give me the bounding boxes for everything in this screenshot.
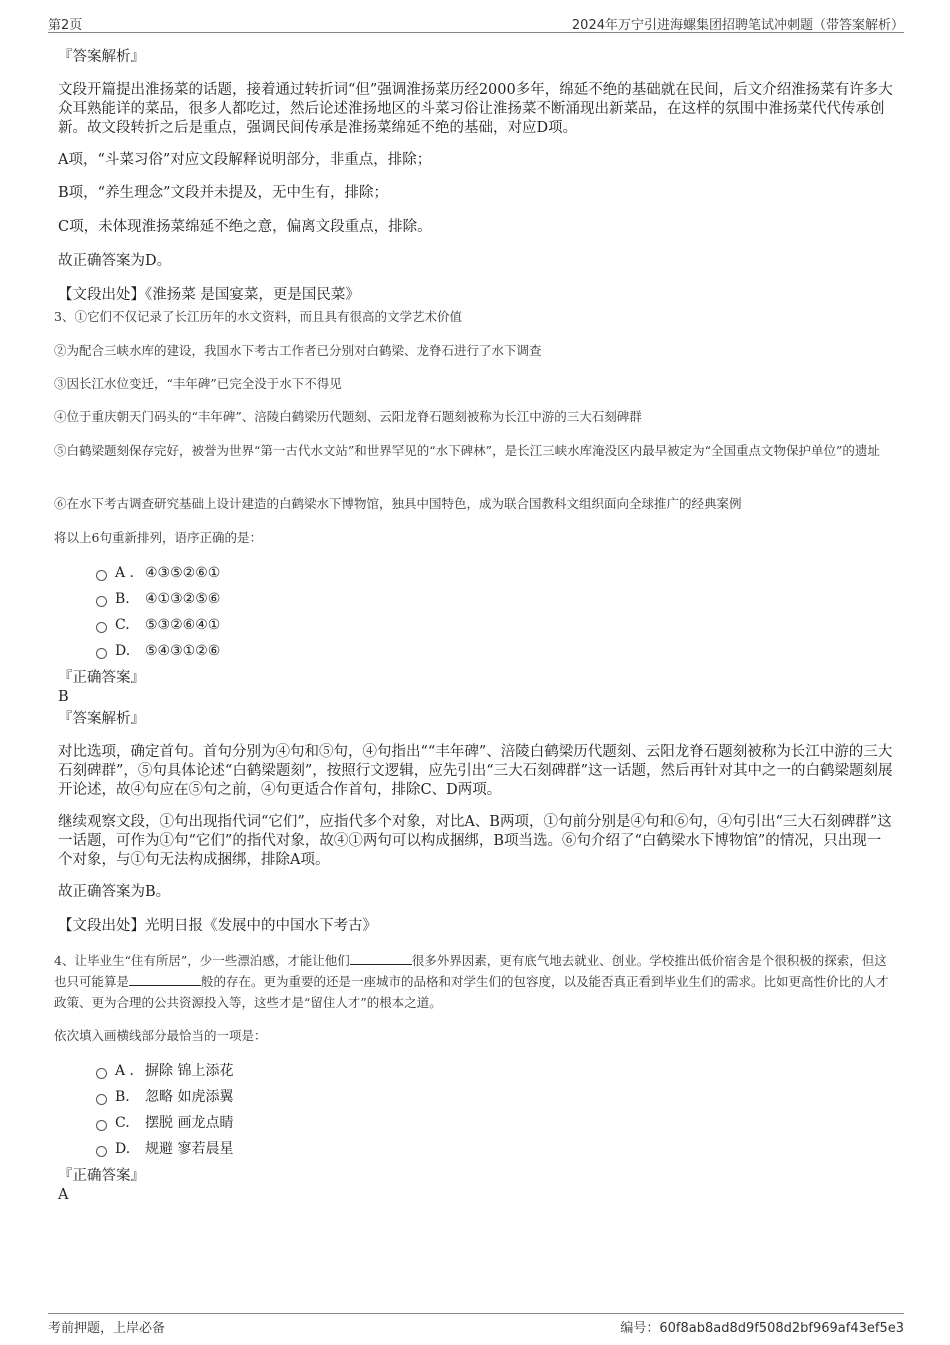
analysis-paragraph: 文段开篇提出淮扬菜的话题，接着通过转折词“但”强调淮扬菜历经2000多年，绵延不绝的基础就在民间，后文介绍淮扬菜有许多大众耳熟能详的菜品，很多人都吃过，然后论述淮扬地区的斗菜习俗让淮扬菜不断涌现出新菜品，在这样的氛围中淮扬菜代代传承创新。故文段转折之后是重点，强调民间传承是淮扬菜绵延不绝的基础，对应D项。: [58, 82, 893, 136]
radio-icon[interactable]: [96, 570, 107, 581]
radio-icon[interactable]: [96, 648, 107, 659]
correct-answer: B: [58, 689, 69, 705]
analysis-conclusion: 故正确答案为D。: [58, 253, 172, 269]
page-header: [48, 12, 904, 33]
option-b[interactable]: B. 忽略 如虎添翼: [96, 1087, 233, 1107]
question-stem: 4、让毕业生“住有所居”，少一些漂泊感，才能让他们 很多外界因素，更有底气地去就业、创业。学校推出低价宿舍是个很积极的探索，但这也只可能算是 般的存在。更为重要的还是一座城市的品格和对学生们的包容度，以及能否真正看到毕业生们的需求。比如更高性价比的人才政策、更为合理的公共资源投入等，这些才是“留住人才”的根本之道。: [54, 953, 889, 1010]
document-id: 编号：60f8ab8ad8d9f508d2bf969af43ef5e3: [620, 1321, 904, 1336]
footer-slogan: 考前押题，上岸必备: [48, 1321, 166, 1336]
question-sentence: ⑥在水下考古调查研究基础上设计建造的白鹤梁水下博物馆，独具中国特色，成为联合国教科文组织面向全球推广的经典案例: [54, 496, 742, 511]
answer-label: 『正确答案』: [58, 1168, 145, 1184]
page-footer: [48, 1313, 904, 1336]
question-prompt: 将以上6句重新排列，语序正确的是：: [54, 530, 262, 545]
question-prompt: 依次填入画横线部分最恰当的一项是：: [54, 1028, 267, 1043]
analysis-paragraph: B项，“养生理念”文段并未提及，无中生有，排除；: [58, 185, 388, 201]
answer-label: 『正确答案』: [58, 670, 145, 686]
radio-icon[interactable]: [96, 1068, 107, 1079]
radio-icon[interactable]: [96, 596, 107, 607]
question-sentence: ④位于重庆朝天门码头的“丰年碑”、涪陵白鹤梁历代题刻、云阳龙脊石题刻被称为长江中游的三大石刻碑群: [54, 409, 642, 424]
analysis-label: 『答案解析』: [58, 49, 145, 65]
analysis-paragraph: A项，“斗菜习俗”对应文段解释说明部分，非重点，排除；: [58, 152, 432, 168]
analysis-conclusion: 故正确答案为B。: [58, 884, 171, 900]
analysis-paragraph: 继续观察文段，①句出现指代词“它们”，应指代多个对象，对比A、B两项，①句前分别是④句和⑥句，④句引出“三大石刻碑群”这一话题，可作为①句“它们”的指代对象，故④①两句可以构成捆绑，B项当选。⑥句介绍了“白鹤梁水下博物馆”的情况，只出现一个对象，与①句无法构成捆绑，排除A项。: [58, 814, 892, 868]
radio-icon[interactable]: [96, 1146, 107, 1157]
analysis-paragraph: 对比选项，确定首句。首句分别为④句和⑤句，④句指出““丰年碑”、涪陵白鹤梁历代题刻、云阳龙脊石题刻被称为长江中游的三大石刻碑群”，⑤句具体论述“白鹤梁题刻”，按照行文逻辑，应先引出“三大石刻碑群”这一话题，然后再针对其中之一的白鹤梁题刻展开论述，故④句应在⑤句之前，④句更适合作首句，排除C、D两项。: [58, 744, 893, 798]
page-number: 第2页: [48, 18, 83, 33]
radio-icon[interactable]: [96, 1094, 107, 1105]
option-d[interactable]: D. ⑤④③①②⑥: [96, 641, 220, 661]
question-sentence: ②为配合三峡水库的建设，我国水下考古工作者已分别对白鹤梁、龙脊石进行了水下调查: [54, 343, 542, 358]
blank-1: [350, 952, 412, 965]
question-sentence: ③因长江水位变迁，“丰年碑”已完全没于水下不得见: [54, 376, 342, 391]
option-a[interactable]: A . ④③⑤②⑥①: [96, 563, 220, 583]
analysis-paragraph: C项，未体现淮扬菜绵延不绝之意，偏离文段重点，排除。: [58, 219, 432, 235]
option-c[interactable]: C. 摆脱 画龙点睛: [96, 1113, 233, 1133]
question-sentence: ⑤白鹤梁题刻保存完好，被誉为世界“第一古代水文站”和世界罕见的“水下碑林”，是长江三峡水库淹没区内最早被定为“全国重点文物保护单位”的遗址: [54, 443, 880, 458]
analysis-label: 『答案解析』: [58, 711, 145, 727]
radio-icon[interactable]: [96, 622, 107, 633]
source-citation: 【文段出处】光明日报《发展中的中国水下考古》: [58, 918, 377, 934]
correct-answer: A: [58, 1187, 69, 1203]
question-sentence: 3、①它们不仅记录了长江历年的水文资料，而且具有很高的文学艺术价值: [54, 309, 462, 324]
option-a[interactable]: A . 摒除 锦上添花: [96, 1061, 233, 1081]
option-b[interactable]: B. ④①③②⑤⑥: [96, 589, 220, 609]
document-title: 2024年万宁引进海螺集团招聘笔试冲刺题（带答案解析）: [571, 18, 904, 33]
source-citation: 【文段出处】《淮扬菜 是国宴菜，更是国民菜》: [58, 287, 360, 303]
option-c[interactable]: C. ⑤③②⑥④①: [96, 615, 220, 635]
blank-2: [129, 973, 201, 986]
option-d[interactable]: D. 规避 寥若晨星: [96, 1139, 233, 1159]
radio-icon[interactable]: [96, 1120, 107, 1131]
